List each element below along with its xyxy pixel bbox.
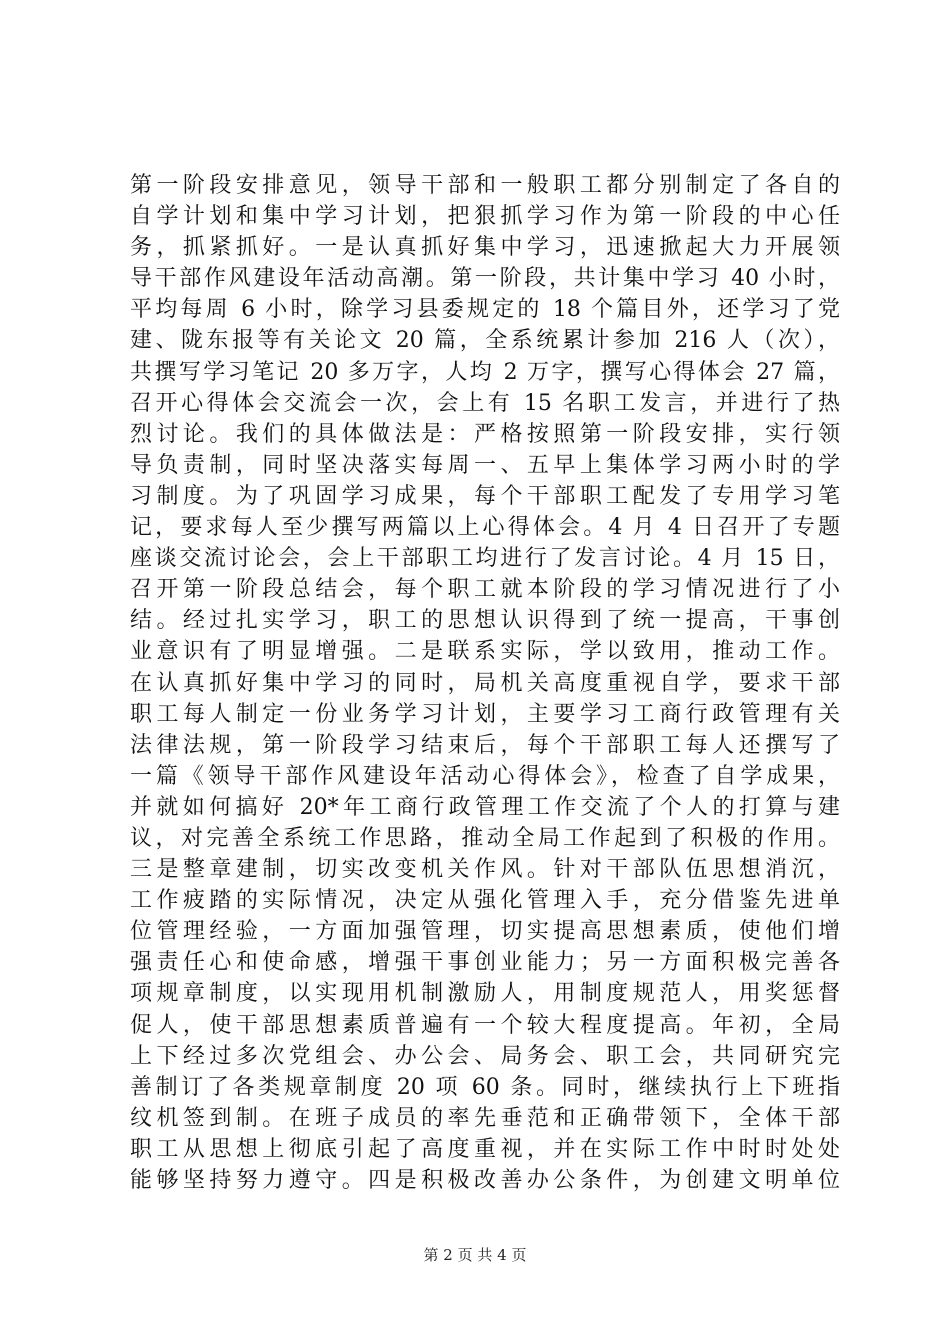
text-line: 职工从思想上彻底引起了高度重视，并在实际工作中时时处处 [130,1136,840,1162]
text-line: 强责任心和使命感，增强干事创业能力；另一方面积极完善各 [130,950,840,976]
text-line: 自学计划和集中学习计划，把狠抓学习作为第一阶段的中心任 [130,204,840,230]
text-line: 导干部作风建设年活动高潮。第一阶段，共计集中学习 40 小时， [130,266,840,292]
text-line: 纹机签到制。在班子成员的率先垂范和正确带领下，全体干部 [130,1105,840,1131]
text-line: 业意识有了明显增强。二是联系实际，学以致用，推动工作。 [130,639,840,665]
text-line: 议，对完善全系统工作思路，推动全局工作起到了积极的作用。 [130,825,840,851]
text-line: 在认真抓好集中学习的同时，局机关高度重视自学，要求干部 [130,670,840,696]
text-line: 三是整章建制，切实改变机关作风。针对干部队伍思想消沉， [130,857,840,883]
text-line: 法律法规，第一阶段学习结束后，每个干部职工每人还撰写了 [130,732,840,758]
body-paragraph [130,170,840,1196]
text-line: 上下经过多次党组会、办公会、局务会、职工会，共同研究完 [130,1043,840,1069]
text-line: 务，抓紧抓好。一是认真抓好集中学习，迅速掀起大力开展领 [130,235,840,261]
text-line: 促人，使干部思想素质普遍有一个较大程度提高。年初，全局 [130,1012,840,1038]
text-line: 并就如何搞好 20*年工商行政管理工作交流了个人的打算与建 [130,794,840,820]
text-line: 职工每人制定一份业务学习计划，主要学习工商行政管理有关 [130,701,840,727]
text-line: 一篇《领导干部作风建设年活动心得体会》，检查了自学成果， [130,763,840,789]
text-line: 工作疲踏的实际情况，决定从强化管理入手，充分借鉴先进单 [130,888,840,914]
text-line: 记，要求每人至少撰写两篇以上心得体会。4 月 4 日召开了专题 [130,515,840,541]
text-line: 召开心得体会交流会一次，会上有 15 名职工发言，并进行了热 [130,390,840,416]
text-line: 共撰写学习笔记 20 多万字，人均 2 万字，撰写心得体会 27 篇， [130,359,840,385]
text-line: 平均每周 6 小时，除学习县委规定的 18 个篇目外，还学习了党 [130,297,840,323]
text-line: 结。经过扎实学习，职工的思想认识得到了统一提高，干事创 [130,608,840,634]
text-line: 第一阶段安排意见，领导干部和一般职工都分别制定了各自的 [130,173,840,198]
text-line: 召开第一阶段总结会，每个职工就本阶段的学习情况进行了小 [130,577,840,603]
text-line: 导负责制，同时坚决落实每周一、五早上集体学习两小时的学 [130,452,840,478]
text-line: 项规章制度，以实现用机制激励人，用制度规范人，用奖惩督 [130,981,840,1007]
text-line: 习制度。为了巩固学习成果，每个干部职工配发了专用学习笔 [130,483,840,509]
text-line: 位管理经验，一方面加强管理，切实提高思想素质，使他们增 [130,919,840,945]
text-line: 能够坚持努力遵守。四是积极改善办公条件，为创建文明单位 [130,1168,840,1193]
text-line: 座谈交流讨论会，会上干部职工均进行了发言讨论。4 月 15 日， [130,546,840,572]
text-line: 建、陇东报等有关论文 20 篇，全系统累计参加 216 人（次）， [130,328,840,354]
text-line: 善制订了各类规章制度 20 项 60 条。同时，继续执行上下班指 [130,1074,840,1100]
page-footer: 第 2 页 共 4 页 [423,1246,527,1264]
text-line: 烈讨论。我们的具体做法是：严格按照第一阶段安排，实行领 [130,421,840,447]
